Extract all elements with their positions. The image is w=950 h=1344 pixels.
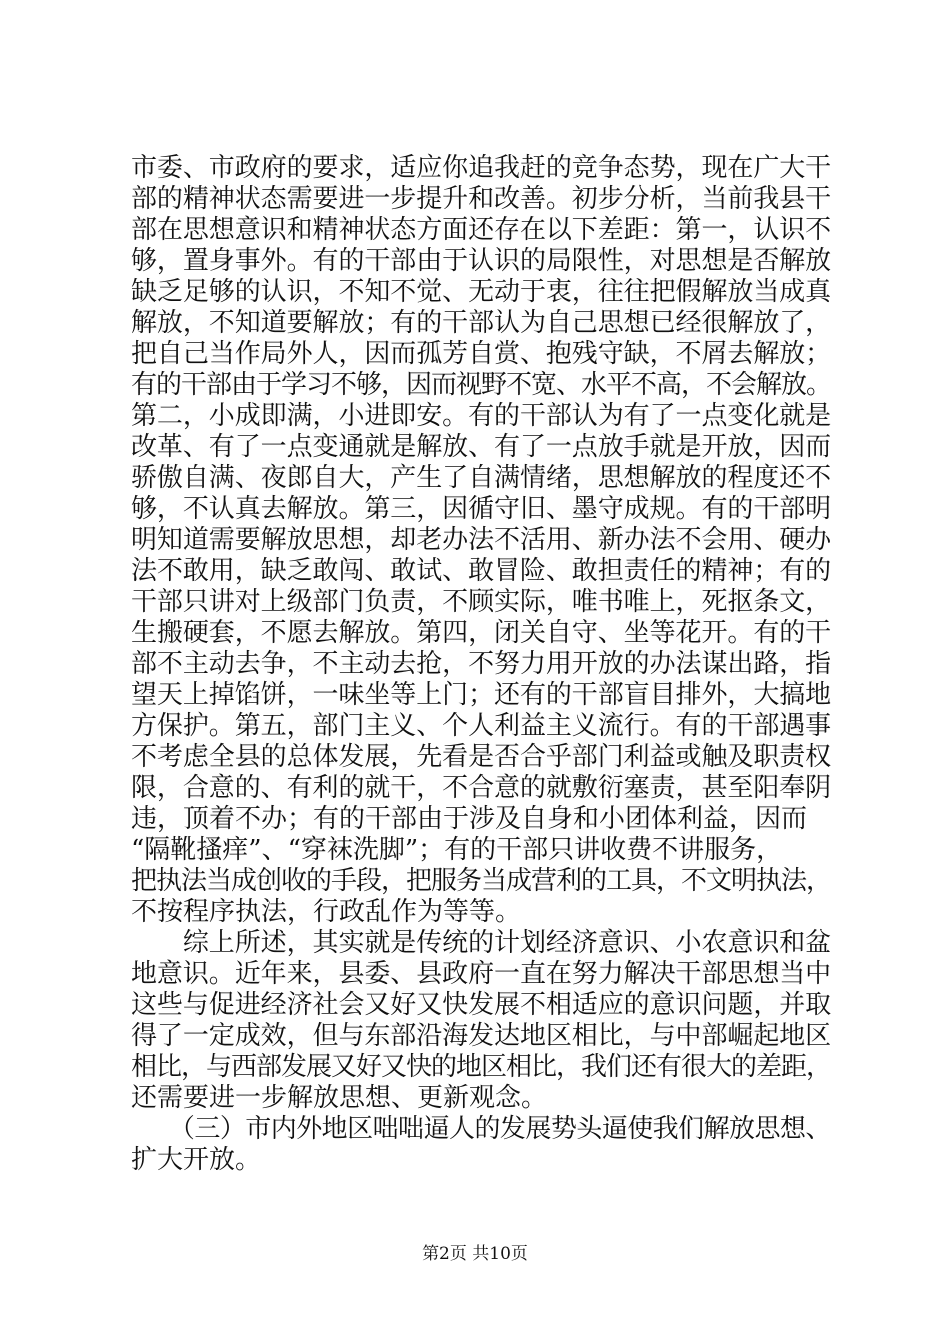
text-line: 第二，小成即满，小进即安。有的干部认为有了一点变化就是 — [131, 401, 832, 431]
text-line: 法不敢用，缺乏敢闯、敢试、敢冒险、敢担责任的精神；有的 — [131, 556, 832, 586]
text-line: 得了一定成效，但与东部沿海发达地区相比，与中部崛起地区 — [131, 1021, 832, 1051]
text-line: 骄傲自满、夜郎自大，产生了自满情绪，思想解放的程度还不 — [131, 463, 832, 493]
page-number-footer: 第2页 共10页 — [422, 1244, 528, 1264]
text-line: 把自己当作局外人，因而孤芳自赏、抱残守缺，不屑去解放； — [131, 339, 832, 369]
text-line: 缺乏足够的认识，不知不觉、无动于衷，往往把假解放当成真 — [131, 277, 832, 307]
text-line: 还需要进一步解放思想、更新观念。 — [131, 1083, 548, 1113]
text-line: 部不主动去争，不主动去抢，不努力用开放的办法谋出路，指 — [131, 649, 832, 679]
text-line: 望天上掉馅饼，一味坐等上门；还有的干部盲目排外，大搞地 — [131, 680, 832, 710]
text-line: 有的干部由于学习不够，因而视野不宽、水平不高，不会解放。 — [131, 370, 832, 400]
text-line: 地意识。近年来，县委、县政府一直在努力解决干部思想当中 — [131, 959, 832, 989]
text-line: （三）市内外地区咄咄逼人的发展势头逼使我们解放思想、 — [131, 1114, 831, 1144]
text-line: 不按程序执法，行政乱作为等等。 — [131, 897, 522, 927]
text-line: 不考虑全县的总体发展，先看是否合乎部门利益或触及职责权 — [131, 742, 832, 772]
text-line: 明知道需要解放思想，却老办法不活用、新办法不会用、硬办 — [131, 525, 832, 555]
text-line: 够，置身事外。有的干部由于认识的局限性，对思想是否解放 — [131, 246, 832, 276]
text-line: 方保护。第五，部门主义、个人利益主义流行。有的干部遇事 — [131, 711, 832, 741]
document-body — [131, 153, 831, 1176]
text-line: 解放，不知道要解放；有的干部认为自己思想已经很解放了， — [131, 308, 832, 338]
text-line: 部在思想意识和精神状态方面还存在以下差距：第一，认识不 — [131, 215, 832, 245]
text-line: 综上所述，其实就是传统的计划经济意识、小农意识和盆 — [131, 928, 832, 958]
text-line: 部的精神状态需要进一步提升和改善。初步分析，当前我县干 — [131, 184, 832, 214]
text-line: “隔靴搔痒”、“穿袜洗脚”；有的干部只讲收费不讲服务， — [131, 835, 783, 865]
text-line: 扩大开放。 — [131, 1145, 262, 1175]
text-line: 干部只讲对上级部门负责，不顾实际，唯书唯上，死抠条文， — [131, 587, 832, 617]
text-line: 改革、有了一点变通就是解放、有了一点放手就是开放，因而 — [131, 432, 832, 462]
text-line: 把执法当成创收的手段，把服务当成营利的工具，不文明执法， — [131, 866, 832, 896]
text-line: 违，顶着不办；有的干部由于涉及自身和小团体利益，因而 — [131, 804, 808, 834]
text-line: 市委、市政府的要求，适应你追我赶的竞争态势，现在广大干 — [131, 153, 832, 183]
text-line: 够，不认真去解放。第三，因循守旧、墨守成规。有的干部明 — [131, 494, 832, 524]
text-line: 生搬硬套，不愿去解放。第四，闭关自守、坐等花开。有的干 — [131, 618, 832, 648]
text-line: 限，合意的、有利的就干，不合意的就敷衍塞责，甚至阳奉阴 — [131, 773, 832, 803]
text-line: 相比，与西部发展又好又快的地区相比，我们还有很大的差距， — [131, 1052, 832, 1082]
text-line: 这些与促进经济社会又好又快发展不相适应的意识问题，并取 — [131, 990, 832, 1020]
